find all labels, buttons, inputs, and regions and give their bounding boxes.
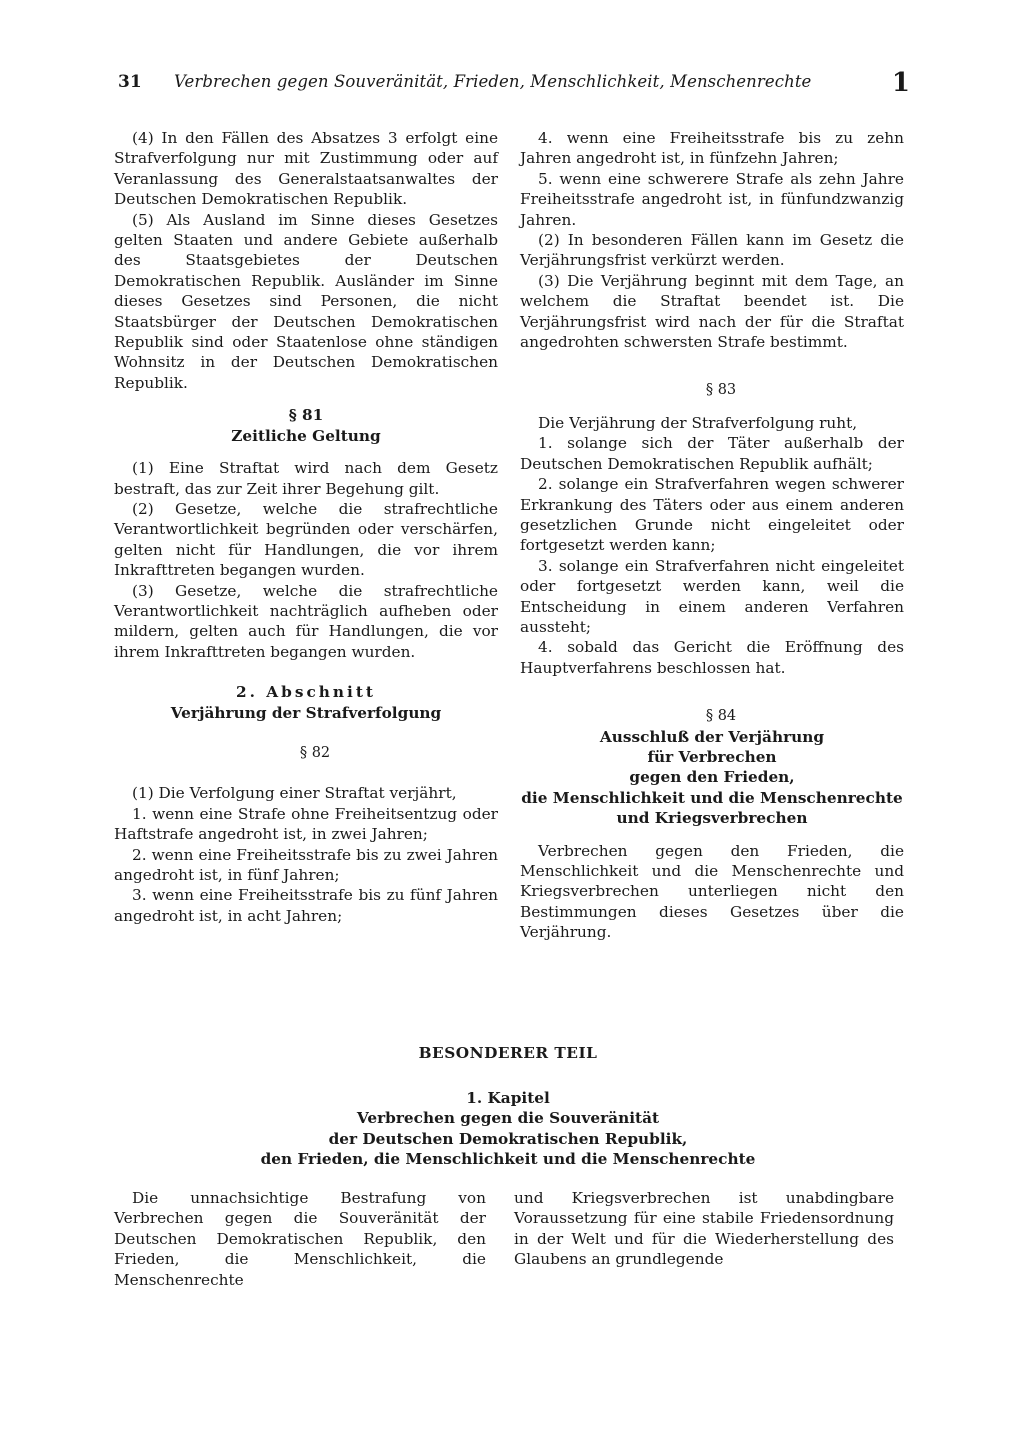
chapter-number: 1 [891, 68, 910, 98]
abschnitt-number: 2. Abschnitt [236, 683, 376, 702]
paragraph-81-1: (1) Eine Straftat wird nach dem Gesetz bestraft, das zur Zeit ihrer Begehung gilt. [114, 459, 498, 498]
list-item-83-3: 3. solange ein Strafverfahren nicht eingeleitet oder fortgesetzt werden kann, weil die Entscheidung in einem anderen Verfahren aussteht; [520, 556, 904, 636]
page-number: 31 [118, 72, 142, 92]
chapter-title-line-2: der Deutschen Demokratischen Republik, [328, 1129, 688, 1148]
list-item-83-4: 4. sobald das Gericht die Eröffnung des Hauptverfahrens beschlossen hat. [520, 638, 904, 677]
section-84-title-line-4: die Menschlichkeit und die Menschenrechte [521, 788, 903, 807]
paragraph-80-5: (5) Als Ausland im Sinne dieses Gesetzes gelten Staaten und andere Gebiete außerhalb des Staatsgebietes der Deutschen Demokratischen Republik. Ausländer im Sinne dieses Gesetzes sind Personen, die nicht Staatsbürger der Deutschen Demokratischen Republik sind oder Staatenlose ohne ständigen Wohnsitz in der Deutschen Demokratischen Republik. [114, 210, 498, 392]
section-84-title-line-2: für Verbrechen [647, 747, 777, 766]
paragraph-82-1: (1) Die Verfolgung einer Straftat verjährt, [132, 784, 457, 803]
list-item-83-2: 2. solange ein Strafverfahren wegen schwerer Erkrankung des Täters oder aus einem anderen gesetzlichen Grunde nicht eingeleitet oder fortgesetzt werden kann; [520, 475, 904, 555]
preamble-right-text: und Kriegsverbrechen ist unabdingbare Voraussetzung für eine stabile Friedensordnung in der Welt und für die Wiederherstellung des Glaubens an grundlegende [514, 1189, 894, 1269]
list-item-82-3: 3. wenn eine Freiheitsstrafe bis zu fünf Jahren angedroht ist, in acht Jahren; [114, 886, 498, 925]
section-81-number: § 81 [288, 406, 324, 425]
right-column [520, 128, 904, 943]
preamble-left-text: Die unnachsichtige Bestrafung von Verbrechen gegen die Souveränität der Deutschen Demokratischen Republik, den Frieden, die Menschlichkeit, die Menschenrechte [114, 1189, 486, 1289]
paragraph-81-3: (3) Gesetze, welche die strafrechtliche Verantwortlichkeit nachträglich aufheben oder mildern, gelten auch für Handlungen, die vor ihrem Inkrafttreten begangen wurden. [114, 581, 498, 661]
section-82-number: § 82 [299, 744, 331, 761]
part-title: BESONDERER TEIL [418, 1044, 598, 1062]
running-title: Verbrechen gegen Souveränität, Frieden, Menschlichkeit, Menschenrechte [174, 72, 812, 91]
section-81-title: Zeitliche Geltung [231, 426, 381, 445]
left-column [114, 128, 498, 926]
paragraph-80-4: (4) In den Fällen des Absatzes 3 erfolgt eine Strafverfolgung nur mit Zustimmung oder auf Veranlassung des Generalstaatsanwaltes der Deutschen Demokratischen Republik. [114, 129, 498, 209]
section-84-title-line-1: Ausschluß der Verjährung [599, 727, 825, 746]
list-item-82-1: 1. wenn eine Strafe ohne Freiheitsentzug oder Haftstrafe angedroht ist, in zwei Jahren; [114, 804, 498, 844]
paragraph-83-intro: Die Verjährung der Strafverfolgung ruht, [538, 413, 858, 432]
chapter-number-heading: 1. Kapitel [466, 1089, 550, 1107]
section-84-title-line-3: gegen den Frieden, [629, 768, 795, 787]
running-header [118, 68, 910, 102]
paragraph-82-3: (3) Die Verjährung beginnt mit dem Tage, an welchem die Straftat beendet ist. Die Verjährungsfrist wird nach der für die Straftat angedrohten schwersten Strafe bestimmt. [520, 271, 904, 352]
preamble-left-column [114, 1188, 486, 1290]
preamble-right-column [514, 1188, 894, 1270]
abschnitt-title: Verjährung der Strafverfolgung [170, 703, 442, 722]
list-item-82-2: 2. wenn eine Freiheitsstrafe bis zu zwei Jahren angedroht ist, in fünf Jahren; [114, 845, 498, 884]
paragraph-82-2: (2) In besonderen Fällen kann im Gesetz die Verjährungsfrist verkürzt werden. [520, 231, 904, 270]
section-84-title-line-5: und Kriegsverbrechen [616, 809, 808, 828]
chapter-title-line-1: Verbrechen gegen die Souveränität [356, 1109, 660, 1128]
list-item-82-4: 4. wenn eine Freiheitsstrafe bis zu zehn Jahren angedroht ist, in fünfzehn Jahren; [520, 129, 904, 168]
paragraph-84: Verbrechen gegen den Frieden, die Menschlichkeit und die Menschenrechte und Kriegsverbrechen unterliegen nicht den Bestimmungen dieses Gesetzes über die Verjährung. [520, 841, 904, 942]
section-84-number: § 84 [705, 708, 737, 725]
list-item-83-1: 1. solange sich der Täter außerhalb der Deutschen Demokratischen Republik aufhält; [520, 434, 904, 473]
paragraph-81-2: (2) Gesetze, welche die strafrechtliche Verantwortlichkeit begründen oder verschärfen, gelten nicht für Handlungen, die vor ihrem Inkrafttreten begangen wurden. [114, 499, 498, 580]
section-83-number: § 83 [705, 382, 737, 399]
list-item-82-5: 5. wenn eine schwerere Strafe als zehn Jahre Freiheitsstrafe angedroht ist, in fünfundzwanzig Jahren. [520, 169, 904, 229]
chapter-heading [110, 1088, 906, 1170]
chapter-title-line-3: den Frieden, die Menschlichkeit und die Menschenrechte [260, 1150, 756, 1169]
